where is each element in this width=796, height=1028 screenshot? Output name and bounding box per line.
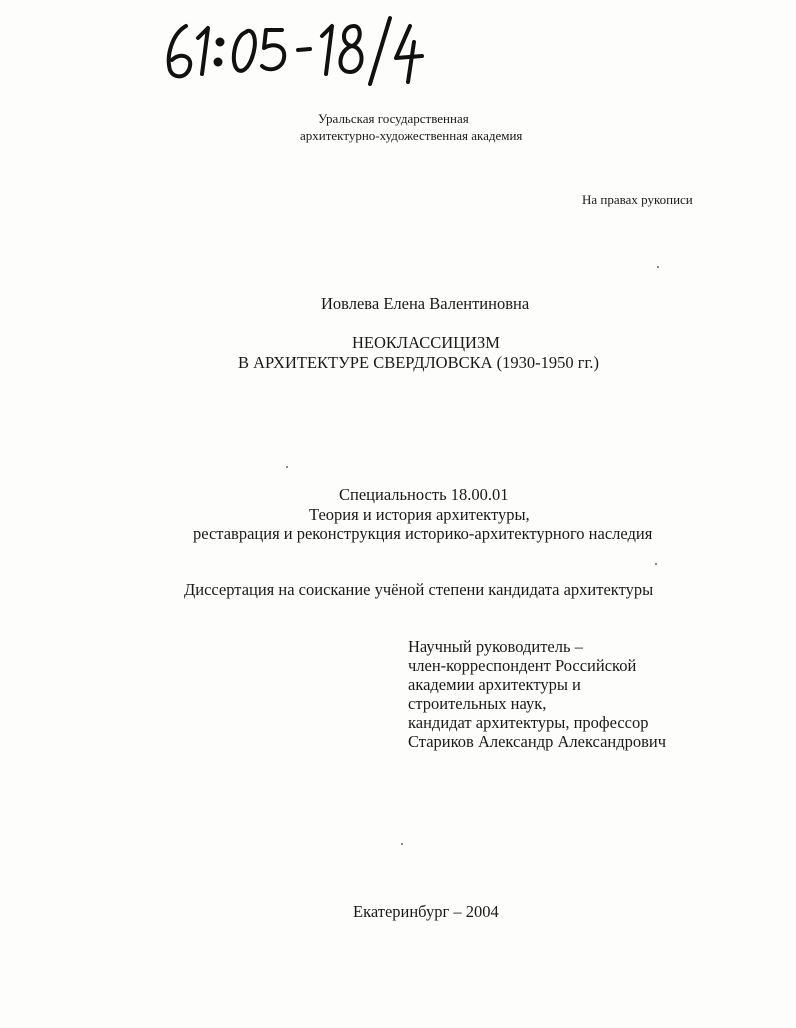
author-name: Иовлева Елена Валентиновна <box>321 294 530 313</box>
scan-speck <box>657 266 659 268</box>
title-line-2: В АРХИТЕКТУРЕ СВЕРДЛОВСКА (1930-1950 гг.) <box>238 353 600 372</box>
supervisor-line-6: Стариков Александр Александрович <box>408 732 667 751</box>
manuscript-note: На правах рукописи <box>582 192 693 207</box>
supervisor-line-1: Научный руководитель – <box>408 637 583 656</box>
scan-speck <box>286 466 288 468</box>
institution-line-2: архитектурно-художественная академия <box>300 128 523 143</box>
supervisor-line-4: строительных наук, <box>408 694 547 713</box>
institution-line-1: Уральская государственная <box>318 111 469 126</box>
supervisor-line-2: член-корреспондент Российской <box>408 656 637 675</box>
place-year: Екатеринбург – 2004 <box>353 902 499 921</box>
specialty-name-line-1: Теория и история архитектуры, <box>309 505 530 524</box>
supervisor-line-3: академии архитектуры и <box>408 675 581 694</box>
dissertation-type: Диссертация на соискание учёной степени кандидата архитектуры <box>184 580 654 599</box>
specialty-code: Специальность 18.00.01 <box>339 485 509 504</box>
title-line-1: НЕОКЛАССИЦИЗМ <box>352 333 500 352</box>
handwritten-archive-number <box>158 12 428 90</box>
specialty-name-line-2: реставрация и реконструкция историко-архитектурного наследия <box>193 524 653 543</box>
scan-speck <box>655 563 657 565</box>
supervisor-line-5: кандидат архитектуры, профессор <box>408 713 649 732</box>
scan-speck <box>401 843 403 845</box>
